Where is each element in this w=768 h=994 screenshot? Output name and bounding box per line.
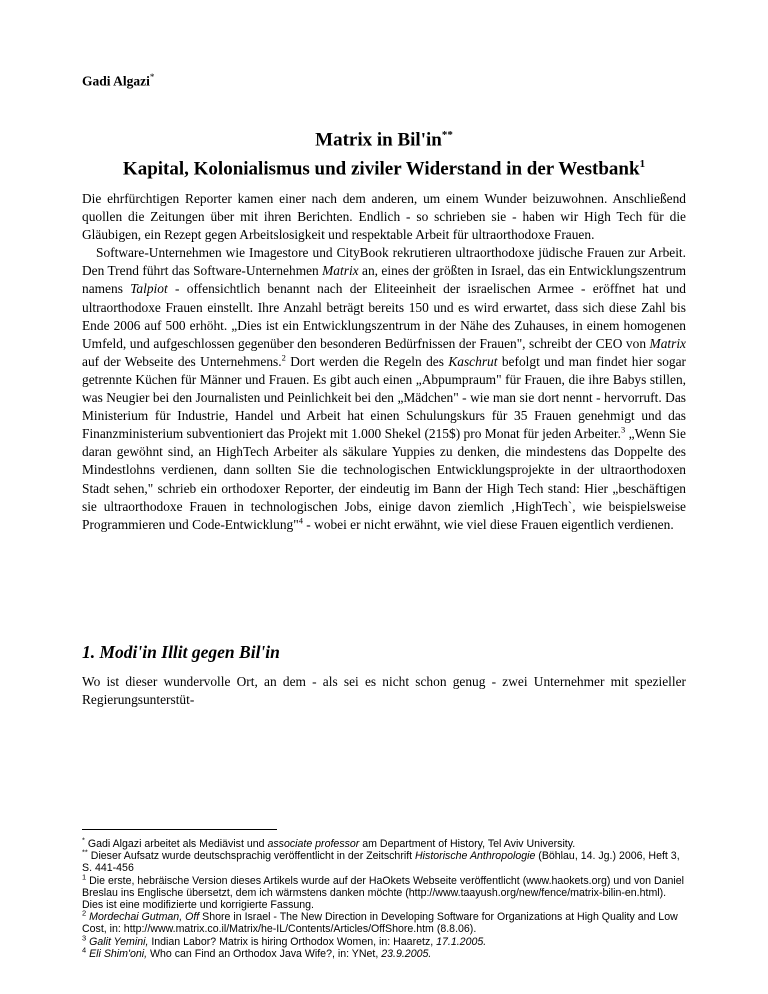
footnote-text: Die erste, hebräische Version dieses Artikels wurde auf der HaOkets Webseite veröffentlicht (www.haokets.org) und von Daniel Breslau ins Englische übersetzt, dem ich wärmstens danken möchte (http://www.taayush.org/new/fence/matrix-bilin-en.html). Dies ist eine modifizierte und korrigierte Fassung. — [82, 874, 685, 912]
title-line-2 — [82, 152, 686, 181]
center-name-talpiot: Talpiot — [130, 281, 168, 297]
footnote-mark: * — [82, 835, 85, 845]
paragraph-intro: Die ehrfürchtigen Reporter kamen einer nach dem anderen, um einem Wunder beizuwohnen. Anschließend quollen die Zeitungen über mit ihren Berichten. Endlich - so schrieben sie - haben wir High Tech für die Gläubigen, ein Rezept gegen Arbeitslosigkeit und respektable Arbeit für ultraorthodoxe Frauen. — [82, 191, 686, 243]
footnote-text: Gadi Algazi arbeitet als Mediävist und — [84, 838, 268, 850]
footnote-text: (Böhlau, 14. Jg.) 2006, Heft 3, S. 441-456 — [82, 850, 680, 875]
footnote-ref-2[interactable]: 2 — [281, 352, 286, 363]
section-body — [82, 673, 686, 709]
footnote-mark: ** — [82, 847, 88, 857]
footnote-mark: 3 — [82, 933, 87, 943]
footnote-1 — [82, 872, 686, 912]
footnote-italic: Galit Yemini, — [86, 935, 149, 948]
p2-text-8: - wobei er nicht erwähnt, wie viel diese Frauen eigentlich verdienen. — [302, 516, 674, 532]
title-footnote-mark[interactable]: ** — [441, 129, 453, 141]
p2-text-7: „Wenn Sie daran gewöhnt sind, an HighTech Arbeiter als säkulare Yuppies zu denken, die mindestens das Doppelte des Mindestlohns verdienen, dann sollten Sie die technologischen Entwicklungsprojekte in der ultraorthodoxen Stadt sehen," schrieb ein orthodoxer Reporter, der eindeutig im Bann der High Tech stand: Hier „beschäftigen sie ultraorthodoxe Frauen in technologischen Jobs, einige davon ziemlich ‚HighTech`, wie beispielsweise Programmieren und Code-Entwicklung" — [82, 426, 686, 532]
article-title — [82, 123, 686, 182]
company-name-matrix: Matrix — [322, 263, 359, 279]
footnote-text: Shore in Israel - The New Direction in Developing Software for Organizations at High Quality and Low Cost, in: http://www.matrix.co.il/Matrix/he-IL/Contents/Articles/OffShore.htm (8.8.06). — [82, 911, 678, 936]
p2-text-5: Dort werden die Regeln des — [285, 353, 449, 369]
section-heading: 1. Modi'in Illit gegen Bil'in — [82, 642, 280, 662]
footnote-publication — [82, 847, 686, 875]
footnote-text: Dieser Aufsatz wurde deutschsprachig veröffentlicht in der Zeitschrift — [87, 850, 416, 863]
footnotes — [82, 835, 686, 960]
footnote-date: 17.1.2005. — [436, 935, 487, 948]
footnote-italic: Historische Anthropologie — [415, 850, 536, 863]
author-footnote-mark[interactable]: * — [149, 72, 155, 82]
p2-text-1: Software-Unternehmen wie Imagestore und CityBook rekrutieren ultraorthodoxe jüdische Frauen zur Arbeit. Den Trend führt das Software-Unternehmen — [82, 245, 686, 279]
footnote-separator — [82, 829, 277, 830]
p2-text-4: auf der Webseite des Unternehmens. — [82, 353, 282, 369]
footnote-date: 23.9.2005. — [381, 947, 432, 960]
footnote-text: Indian Labor? Matrix is hiring Orthodox Women, in: Haaretz, — [148, 935, 437, 948]
footnote-italic: associate professor — [267, 838, 360, 850]
paragraph-matrix — [82, 244, 686, 534]
section-paragraph: Wo ist dieser wundervolle Ort, an dem - als sei es nicht schon genug - zwei Unternehmer mit spezieller Regierungsunterstüt- — [82, 674, 686, 708]
footnote-ref-4[interactable]: 4 — [298, 515, 303, 526]
author-name: Gadi Algazi — [82, 73, 150, 89]
title-main: Matrix in Bil'in — [315, 129, 442, 151]
company-name-matrix-2: Matrix — [649, 335, 686, 351]
author-line — [82, 72, 154, 90]
footnote-italic: Mordechai Gutman, Off — [86, 911, 200, 924]
footnote-mark: 4 — [82, 945, 87, 955]
footnote-3 — [82, 933, 686, 948]
title-line-1 — [82, 123, 686, 152]
footnote-text: am Department of History, Tel Aviv University. — [359, 838, 576, 850]
p2-text-3: - offensichtlich benannt nach der Eliteeinheit der israelischen Armee - eröffnet hat und ultraorthodoxe Frauen einstellt. Ihre Anzahl beträgt bereits 150 und es wird erwartet, dass sich diese Zahl bis Ende 2006 auf 500 erhöht. „Dies ist ein Entwicklungszentrum in der Nähe des Zuhauses, in einem homogenen Umfeld, und aufgeschlossen gegenüber den besonderen Bedürfnissen der Frauen", schreibt der CEO von — [82, 281, 686, 351]
term-kaschrut: Kaschrut — [448, 353, 498, 369]
footnote-italic: Eli Shim'oni, — [86, 947, 148, 960]
p2-text-6: befolgt und man findet hier sogar getrennte Küchen für Männer und Frauen. Es gibt auch einen „Abpumpraum" für Frauen, die ihre Babys stillen, was Neugier bei den Journalisten und Peinlichkeit bei den „Mädchen" - wie man sie dort nennt - hervorruft. Das Ministerium für Industrie, Handel und Arbeit hat einen Schulungskurs für 35 Frauen genehmigt und das Finanzministerium subventioniert das Projekt mit 1.000 Shekel (215$) pro Monat für jeden Arbeiter. — [82, 353, 686, 442]
footnote-mark: 2 — [82, 908, 87, 918]
footnote-author — [82, 835, 686, 850]
p2-text-2: an, eines der größten in Israel, das ein Entwicklungszentrum namens — [82, 263, 686, 297]
footnote-4 — [82, 945, 686, 960]
footnote-2 — [82, 908, 686, 936]
footnote-ref-3[interactable]: 3 — [621, 424, 626, 435]
footnote-mark: 1 — [82, 872, 87, 882]
footnote-text: Who can Find an Orthodox Java Wife?, in: YNet, — [147, 947, 382, 960]
subtitle-footnote-mark[interactable]: 1 — [639, 158, 646, 171]
title-subtitle: Kapital, Kolonialismus und ziviler Widerstand in der Westbank — [122, 158, 640, 180]
body-text — [82, 190, 686, 534]
